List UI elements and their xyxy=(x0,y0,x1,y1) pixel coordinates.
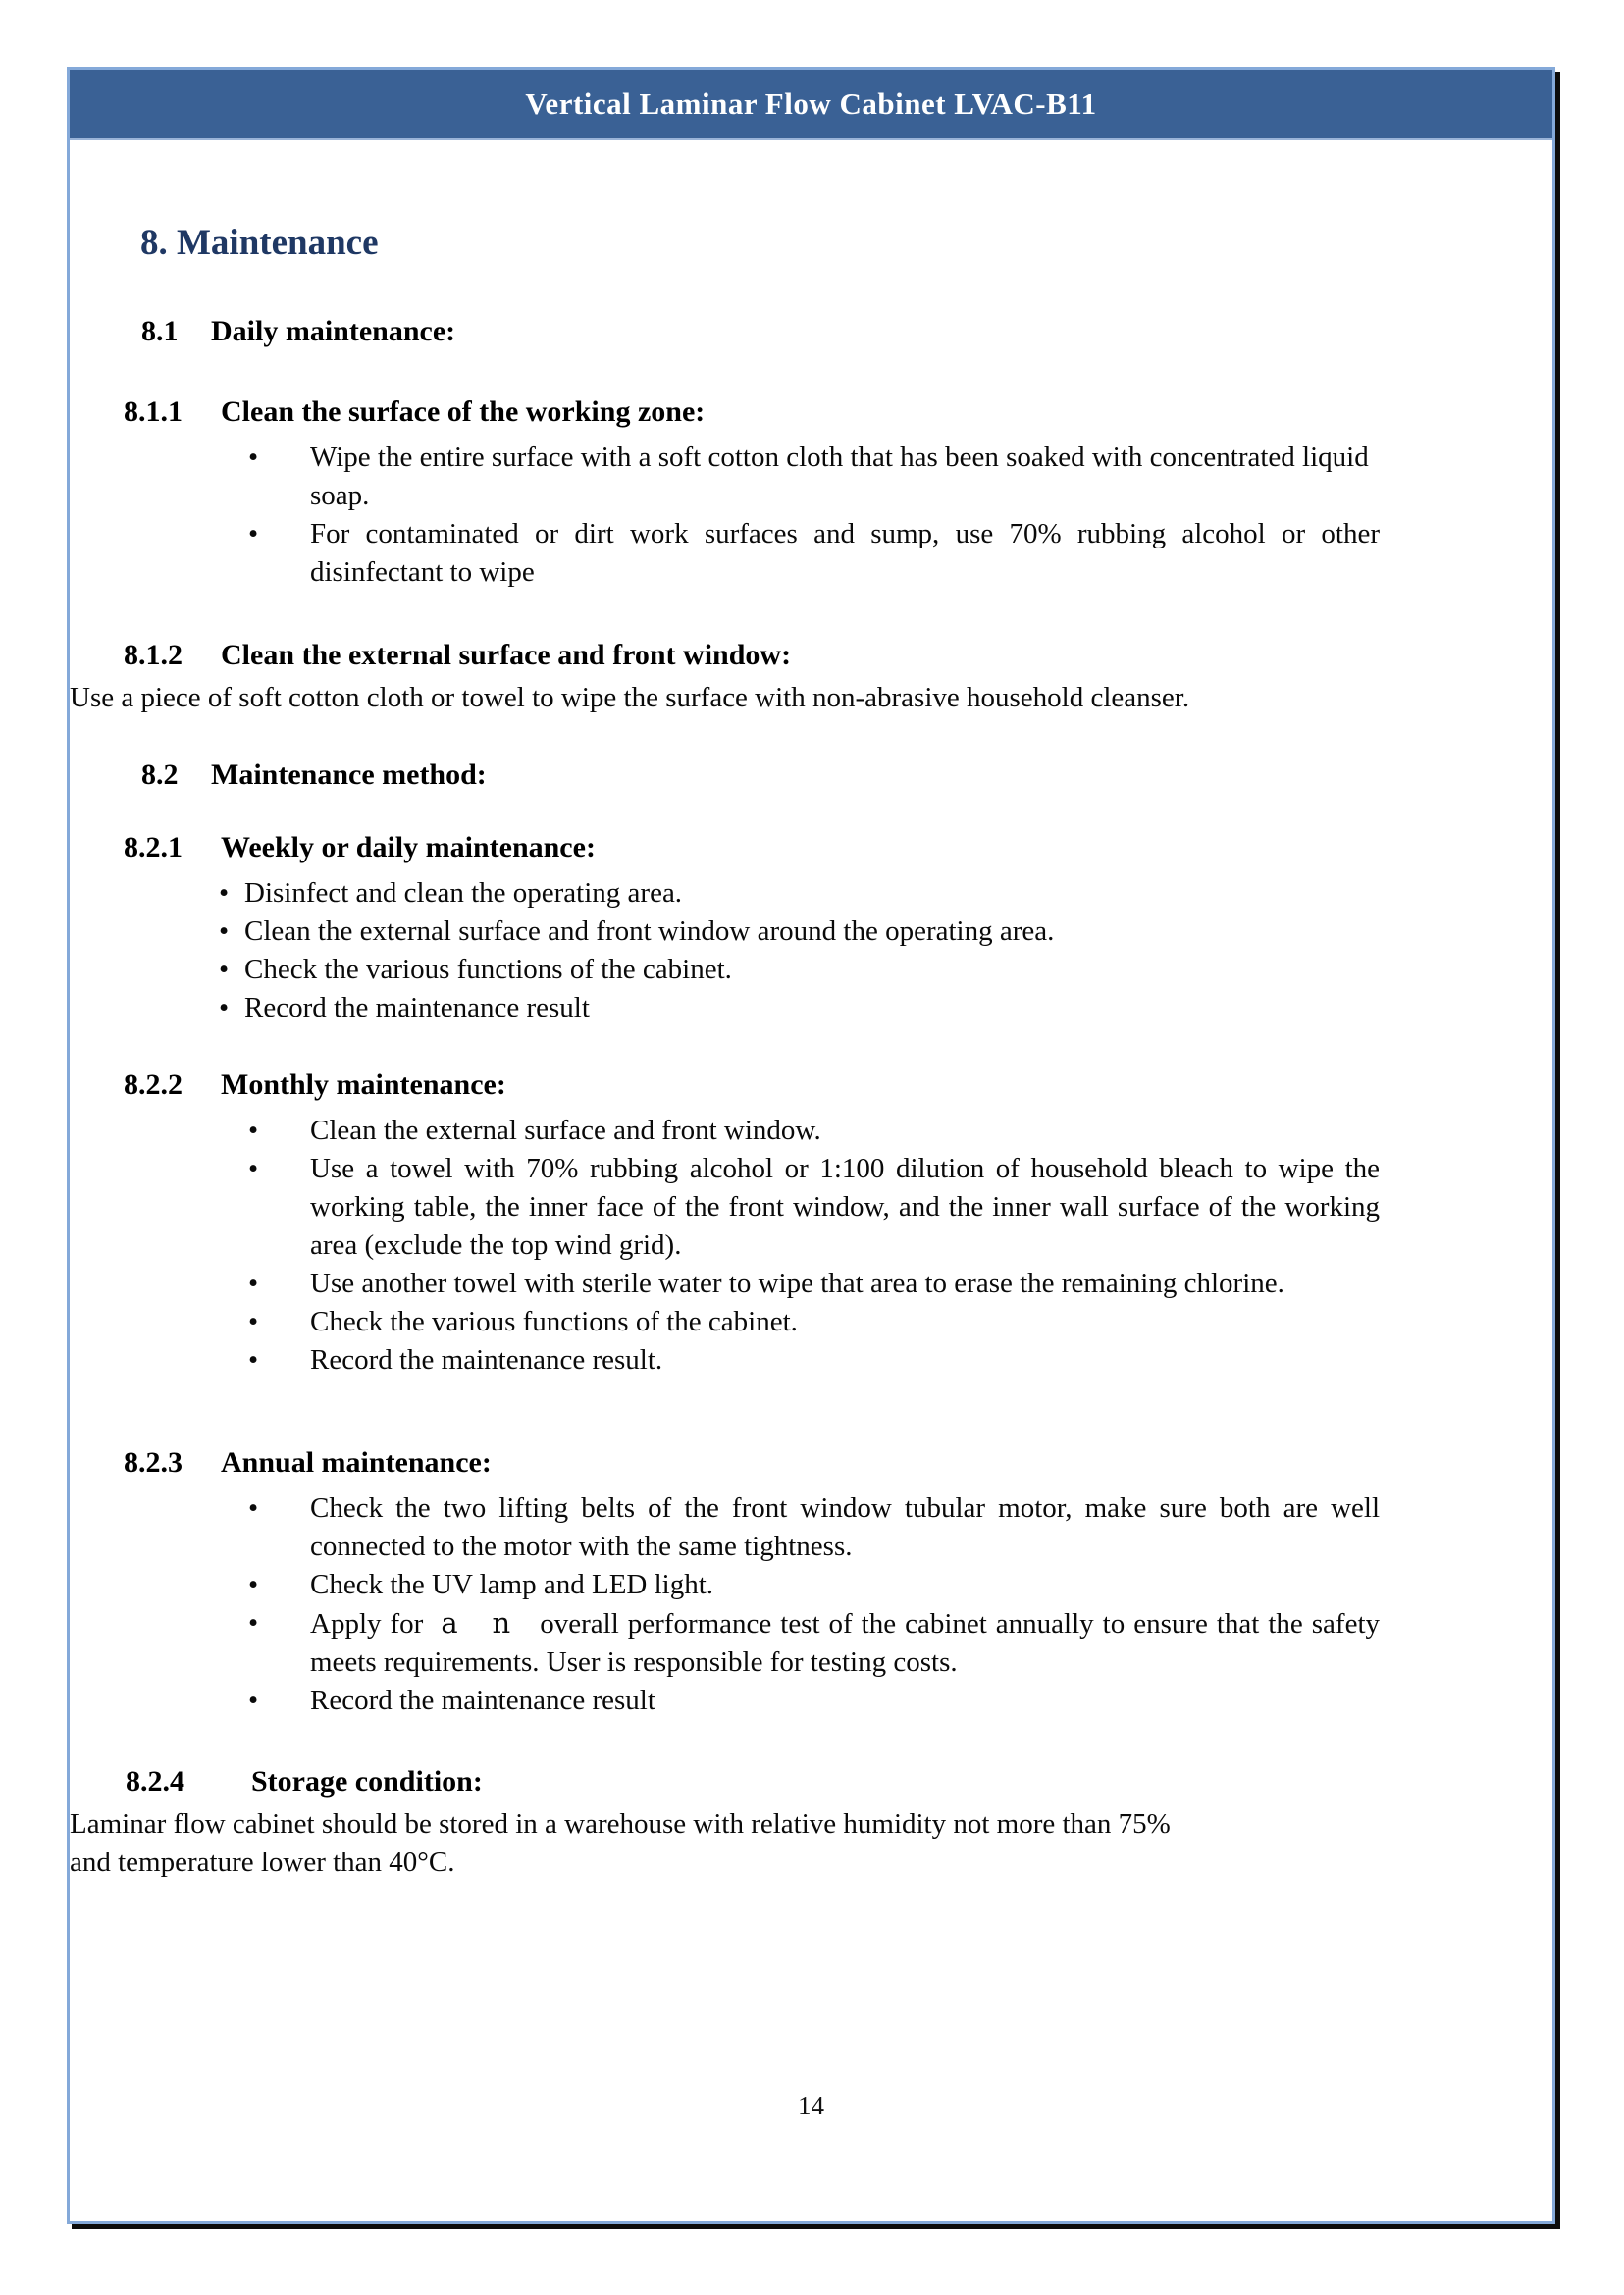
bullet-text: Disinfect and clean the operating area. xyxy=(244,877,683,909)
section-title: Storage condition: xyxy=(251,1765,483,1798)
bullet-item xyxy=(248,1341,1552,1380)
bullet-marker: • xyxy=(248,1268,259,1299)
bullet-marker: • xyxy=(248,1492,259,1524)
section-heading-8-2-3 xyxy=(70,1444,1552,1482)
section-number: 8.1.2 xyxy=(124,639,183,671)
bullet-text-post: overall performance test of the cabinet annually to ensure that the safety meets requirements. User is responsible for testing costs. xyxy=(310,1608,1381,1678)
section-number: 8.2 xyxy=(141,758,179,791)
bullet-text: Check the two lifting belts of the front window tubular motor, make sure both are well connected to the motor with the same tightness. xyxy=(310,1492,1380,1562)
bullet-text: Use another towel with sterile water to wipe that area to erase the remaining chlorine. xyxy=(310,1268,1284,1299)
bullet-marker: • xyxy=(248,442,259,473)
section-heading-8-2-2 xyxy=(70,1067,1552,1104)
bullet-text: Use a towel with 70% rubbing alcohol or 1:100 dilution of household bleach to wipe the working table, the inner face of the front window, and the inner wall surface of the working area (exclude the top wind grid). xyxy=(310,1153,1380,1261)
section-heading-8-1-1 xyxy=(70,393,1552,431)
section-title: Maintenance method: xyxy=(211,758,487,791)
bullet-text-pre: Apply for xyxy=(310,1608,424,1640)
section-title: Weekly or daily maintenance: xyxy=(221,831,596,863)
bullet-item xyxy=(219,913,1552,951)
bullet-item xyxy=(248,1303,1552,1341)
page-number: 14 xyxy=(798,2091,824,2120)
bullet-text: Record the maintenance result xyxy=(244,992,590,1023)
bullet-marker: • xyxy=(219,915,230,947)
document-title: Vertical Laminar Flow Cabinet LVAC-B11 xyxy=(525,86,1097,121)
main-heading: 8. Maintenance xyxy=(140,223,379,263)
bullet-item xyxy=(248,1489,1552,1566)
bullet-item xyxy=(219,989,1552,1027)
section-number: 8.1.1 xyxy=(124,395,183,428)
bullet-text: For contaminated or dirt work surfaces and sump, use 70% rubbing alcohol or other disinfectant to wipe xyxy=(310,518,1380,588)
bullet-list-8-2-3 xyxy=(248,1489,1552,1720)
section-heading-8-2 xyxy=(70,756,1552,794)
bullet-marker: • xyxy=(248,518,259,549)
bullet-marker: • xyxy=(219,954,230,985)
section-body: Use a piece of soft cotton cloth or towel to wipe the surface with non-abrasive household cleanser. xyxy=(70,682,1190,713)
bullet-marker: • xyxy=(248,1607,259,1639)
page-frame xyxy=(67,67,1555,2224)
section-number: 8.2.2 xyxy=(124,1069,183,1101)
bullet-item xyxy=(248,439,1552,515)
bullet-marker: • xyxy=(219,992,230,1023)
section-title: Daily maintenance: xyxy=(211,315,456,347)
bullet-item xyxy=(248,1682,1552,1720)
bullet-item xyxy=(248,1265,1552,1303)
section-heading-8-1 xyxy=(70,313,1552,350)
section-number: 8.1 xyxy=(141,315,179,347)
bullet-text: Check the various functions of the cabinet. xyxy=(244,954,732,985)
section-heading-8-1-2 xyxy=(70,637,1552,674)
section-title: Annual maintenance: xyxy=(221,1446,492,1479)
section-title: Monthly maintenance: xyxy=(221,1069,506,1101)
bullet-item xyxy=(219,874,1552,913)
bullet-marker: • xyxy=(248,1115,259,1146)
title-bar xyxy=(70,70,1552,140)
bullet-item xyxy=(248,515,1552,592)
bullet-text: Check the various functions of the cabinet. xyxy=(310,1306,798,1337)
bullet-list-8-2-2 xyxy=(248,1112,1552,1380)
bullet-marker: • xyxy=(248,1569,259,1600)
bullet-marker: • xyxy=(248,1153,259,1184)
bullet-text: Record the maintenance result xyxy=(310,1685,655,1716)
bullet-text: Wipe the entire surface with a soft cotton cloth that has been soaked with concentrated liquid soap. xyxy=(310,442,1369,511)
section-number: 8.2.1 xyxy=(124,831,183,863)
bullet-text: Check the UV lamp and LED light. xyxy=(310,1569,714,1600)
bullet-marker: • xyxy=(248,1344,259,1376)
bullet-text xyxy=(310,1604,1380,1682)
bullet-text-special: a n xyxy=(441,1606,523,1640)
bullet-list-8-2-1 xyxy=(219,874,1552,1027)
bullet-text: Record the maintenance result. xyxy=(310,1344,663,1376)
section-body: Laminar flow cabinet should be stored in a warehouse with relative humidity not more than 75% and temperature lower than 40°C. xyxy=(70,1808,1171,1878)
bullet-item xyxy=(248,1566,1552,1604)
bullet-item xyxy=(219,951,1552,989)
bullet-marker: • xyxy=(248,1306,259,1337)
section-number: 8.2.3 xyxy=(124,1446,183,1479)
bullet-list-8-1-1 xyxy=(248,439,1552,592)
section-title: Clean the external surface and front window: xyxy=(221,639,792,671)
bullet-item xyxy=(248,1150,1552,1265)
section-number: 8.2.4 xyxy=(126,1765,184,1798)
bullet-item xyxy=(248,1604,1552,1682)
section-title: Clean the surface of the working zone: xyxy=(221,395,706,428)
section-heading-8-2-4 xyxy=(70,1763,1552,1800)
bullet-text: Clean the external surface and front window. xyxy=(310,1115,821,1146)
bullet-marker: • xyxy=(219,877,230,909)
section-heading-8-2-1 xyxy=(70,829,1552,866)
bullet-item xyxy=(248,1112,1552,1150)
bullet-text: Clean the external surface and front window around the operating area. xyxy=(244,915,1055,947)
bullet-marker: • xyxy=(248,1685,259,1716)
